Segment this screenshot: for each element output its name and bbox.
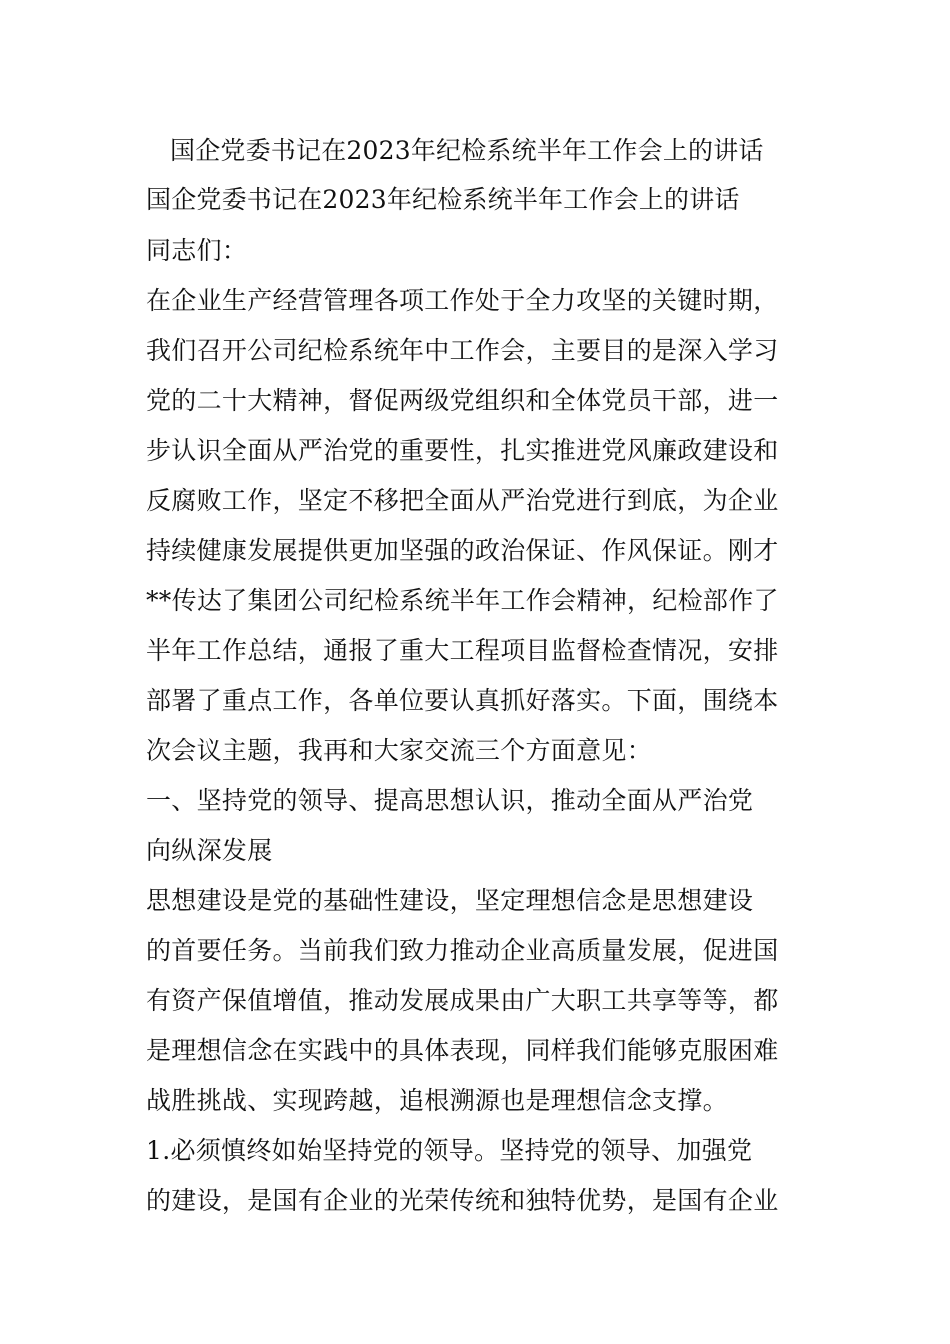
paragraph-intro: 在企业生产经营管理各项工作处于全力攻坚的关键时期， 我们召开公司纪检系统年中工作会，主要目的是深入学习 党的二十大精神，督促两级党组织和全体党员干部，进一 步认识全面从严治党的重要性，扎实推进党风廉政建设和 反腐败工作，坚定不移把全面从严治党进行到底，为企业 持续健康发展提供更加坚强的政治保证、作风保证。刚才 **传达了集团公司纪检系统半年工作会精神，纪检部作了 半年工作总结，通报了重大工程项目监督检查情况，安排 部署了重点工作，各单位要认真抓好落实。下面，围绕本 次会议主题，我再和大家交流三个方面意见： xyxy=(146,286,779,765)
paragraph-party-leadership: 1.必须慎终如始坚持党的领导。坚持党的领导、加强党 的建设，是国有企业的光荣传统和独特优势，是国有企业 xyxy=(146,1136,779,1215)
document-title-repeat: 国企党委书记在2023年纪检系统半年工作会上的讲话 xyxy=(146,185,740,214)
section-heading-1: 一、坚持党的领导、提高思想认识，推动全面从严治党 向纵深发展 xyxy=(146,786,754,865)
document-title: 国企党委书记在2023年纪检系统半年工作会上的讲话 xyxy=(170,136,764,165)
paragraph-ideology: 思想建设是党的基础性建设，坚定理想信念是思想建设 的首要任务。当前我们致力推动企业高质量发展，促进国 有资产保值增值，推动发展成果由广大职工共享等等，都 是理想信念在实践中的具体表现，同样我们能够克服困难 战胜挑战、实现跨越，追根溯源也是理想信念支撑。 xyxy=(146,886,779,1115)
greeting: 同志们： xyxy=(146,236,248,265)
